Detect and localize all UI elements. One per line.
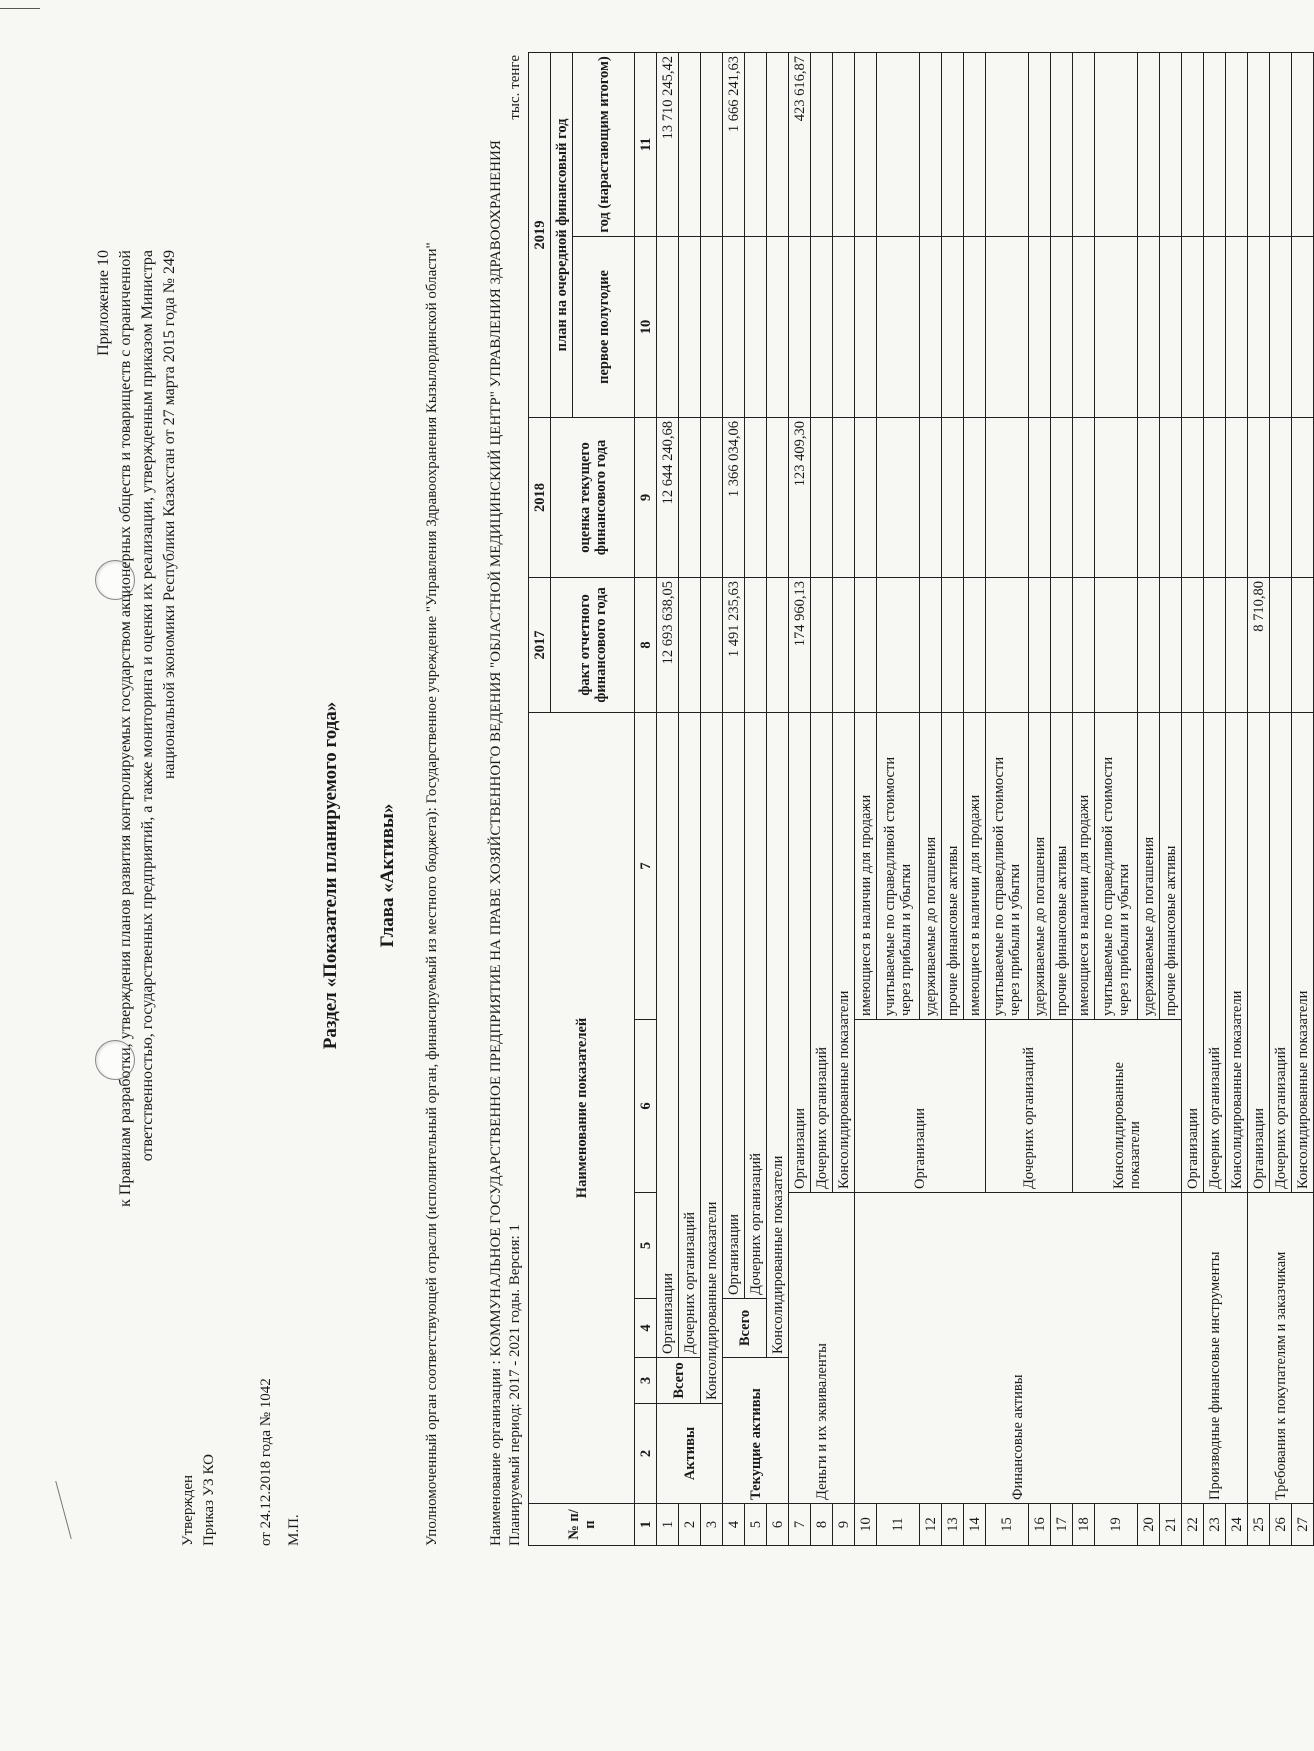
fair-value-line2: через прибыли и убытки: [1116, 863, 1132, 1016]
subsidiaries-label: Дочерних организаций: [986, 1020, 1073, 1193]
assets-label: Активы: [657, 1404, 723, 1504]
header-2019: 2019: [529, 52, 551, 417]
total-label: Всего: [657, 1358, 701, 1404]
planning-period: Планируемый период: 2017 - 2021 годы. Версия: 1: [507, 1224, 523, 1546]
cash-label: Деньги и их эквиваленты: [789, 1193, 855, 1504]
header-num: № п/п: [529, 1504, 635, 1546]
table-row: [855, 52, 877, 1545]
appendix-label: Приложение 10: [95, 250, 112, 356]
row-number: 21: [1160, 1504, 1182, 1546]
stamp-place: М.П.: [286, 1514, 302, 1546]
held-to-maturity-label: удерживаемые до погашения: [920, 712, 942, 1019]
header-name: Наименование показателей: [529, 712, 635, 1503]
section-title: Раздел «Показатели планируемого года»: [320, 701, 341, 1050]
receivables-label: Требования к покупателям и заказчикам: [1248, 1193, 1314, 1504]
row-number: 5: [745, 1504, 767, 1546]
col-num: 11: [635, 52, 657, 236]
col-num: 10: [635, 236, 657, 417]
units-label: тыс. тенге: [507, 55, 523, 120]
header-plan: план на очередной финансовый год: [551, 52, 573, 417]
fair-value-label: [877, 712, 920, 1019]
col-num: 4: [635, 1299, 657, 1358]
row-number: 14: [964, 1504, 986, 1546]
authority-text: Уполномоченный орган соответствующей отрасли (исполнительный орган, финансируемый из местного бюджета): Государственное учреждение "Управления Здравоохранения Кызылординской области": [424, 242, 440, 1546]
row-number: 11: [877, 1504, 920, 1546]
header-2017: 2017: [529, 577, 551, 712]
column-numbers-row: [635, 52, 657, 1545]
row-number: 23: [1204, 1504, 1226, 1546]
col-num: 1: [635, 1504, 657, 1546]
col-num: 5: [635, 1193, 657, 1299]
value-cell: 13 710 245,42: [657, 52, 679, 236]
order-label: Приказ УЗ КО: [201, 1454, 217, 1546]
available-for-sale-label: имеющиеся в наличии для продажи: [855, 712, 877, 1019]
consolidated-label: Консолидированные показатели: [767, 712, 789, 1357]
header-2018: 2018: [529, 417, 551, 577]
row-number: 17: [1051, 1504, 1073, 1546]
organization-name: Наименование организации : КОММУНАЛЬНОЕ ГОСУДАРСТВЕННОЕ ПРЕДПРИЯТИЕ НА ПРАВЕ ХОЗЯЙСТВЕННОГО ВЕДЕНИЯ "ОБЛАСТНОЙ МЕДИЦИНСКИЙ ЦЕНТР" УПРАВЛЕНИЯ ЗДРАВООХРАНЕНИЯ: [488, 140, 504, 1546]
fair-value-line1: учитываемые по справедливой стоимости: [1100, 756, 1116, 1016]
value-cell: 1 366 034,06: [723, 417, 745, 577]
subsidiaries-label: Дочерних организаций: [1204, 712, 1226, 1192]
value-cell: 423 616,87: [789, 52, 811, 236]
financial-assets-label: Финансовые активы: [855, 1193, 1182, 1504]
value-cell: 12 644 240,68: [657, 417, 679, 577]
order-date: от 24.12.2018 года № 1042: [258, 1378, 274, 1546]
held-to-maturity-label: удерживаемые до погашения: [1029, 712, 1051, 1019]
assets-table: [528, 52, 1314, 1546]
fair-value-line2: через прибыли и убытки: [898, 863, 914, 1016]
row-number: 18: [1073, 1504, 1095, 1546]
col-num: 3: [635, 1358, 657, 1404]
row-number: 24: [1226, 1504, 1248, 1546]
consolidated-label: Консолидированные показатели: [701, 712, 723, 1403]
table-row: [1248, 52, 1270, 1545]
consolidated-label: Консолидированные показатели: [1226, 712, 1248, 1192]
row-number: 9: [833, 1504, 855, 1546]
table-row: [723, 52, 745, 1545]
fair-value-line1: учитываемые по справедливой стоимости: [991, 756, 1007, 1016]
rule-line-3: национальной экономики Республики Казахстан от 27 марта 2015 года № 249: [161, 250, 178, 780]
table-row: [701, 52, 723, 1545]
organizations-label: Организации: [1248, 712, 1270, 1192]
value-cell: 174 960,13: [789, 577, 811, 712]
row-number: 8: [811, 1504, 833, 1546]
fair-value-line2: через прибыли и убытки: [1007, 863, 1023, 1016]
row-number: 7: [789, 1504, 811, 1546]
fair-value-label: [1095, 712, 1138, 1019]
organizations-label: Организации: [1182, 712, 1204, 1192]
col-num: 6: [635, 1020, 657, 1193]
subsidiaries-label: Дочерних организаций: [679, 712, 701, 1357]
subsidiaries-label: Дочерних организаций: [811, 712, 833, 1192]
fair-value-label: [986, 712, 1029, 1019]
organizations-label: Организации: [723, 712, 745, 1298]
rule-line-2: ответственностью, государственных предприятий, а также мониторинга и оценки их реализации, утвержденным приказом Министра: [139, 250, 156, 1162]
organizations-label: Организации: [789, 712, 811, 1192]
row-number: 10: [855, 1504, 877, 1546]
row-number: 27: [1292, 1504, 1314, 1546]
row-number: 4: [723, 1504, 745, 1546]
consolidated-label: Консолидированные показатели: [1292, 712, 1314, 1192]
row-number: 3: [701, 1504, 723, 1546]
organizations-label: Организации: [855, 1020, 986, 1193]
fair-value-line1: учитываемые по справедливой стоимости: [882, 756, 898, 1016]
header-year: год (нарастающим итогом): [573, 52, 635, 236]
held-to-maturity-label: удерживаемые до погашения: [1138, 712, 1160, 1019]
consolidated-label: Консолидированные показатели: [833, 712, 855, 1192]
table-row: [679, 52, 701, 1545]
row-number: 26: [1270, 1504, 1292, 1546]
row-number: 25: [1248, 1504, 1270, 1546]
approved-label: Утвержден: [180, 1474, 196, 1546]
other-financial-label: прочие финансовые активы: [1160, 712, 1182, 1019]
available-for-sale-label: имеющиеся в наличии для продажи: [964, 712, 986, 1019]
table-row: [767, 52, 789, 1545]
row-number: 20: [1138, 1504, 1160, 1546]
col-num: 2: [635, 1404, 657, 1504]
table-row: [657, 52, 679, 1545]
row-number: 13: [942, 1504, 964, 1546]
row-number: 1: [657, 1504, 679, 1546]
subsidiaries-label: Дочерних организаций: [745, 712, 767, 1298]
row-number: 12: [920, 1504, 942, 1546]
consolidated-label: Консолидированные показатели: [1073, 1020, 1182, 1193]
organizations-label: Организации: [657, 712, 679, 1357]
available-for-sale-label: имеющиеся в наличии для продажи: [1073, 712, 1095, 1019]
header-first-half: первое полугодие: [573, 236, 635, 417]
derivatives-label: Производные финансовые инструменты: [1182, 1193, 1248, 1504]
row-number: 22: [1182, 1504, 1204, 1546]
value-cell: 1 666 241,63: [723, 52, 745, 236]
chapter-title: Глава «Активы»: [377, 803, 398, 948]
table-row: [789, 52, 811, 1545]
row-number: 19: [1095, 1504, 1138, 1546]
total-label: Всего: [723, 1299, 767, 1358]
row-number: 6: [767, 1504, 789, 1546]
current-assets-label: Текущие активы: [723, 1358, 789, 1504]
table-row: [1182, 52, 1204, 1545]
subsidiaries-label: Дочерних организаций: [1270, 712, 1292, 1192]
value-cell: 1 491 235,63: [723, 577, 745, 712]
value-cell: 123 409,30: [789, 417, 811, 577]
col-num: 7: [635, 712, 657, 1019]
col-num: 8: [635, 577, 657, 712]
rule-line-1: к Правилам разработки, утверждения планов развития контролируемых государством акционерных обществ и товариществ с ограниченной: [117, 250, 134, 1207]
col-num: 9: [635, 417, 657, 577]
header-fact: факт отчетного финансового года: [551, 577, 635, 712]
value-cell: 8 710,80: [1248, 577, 1270, 712]
row-number: 2: [679, 1504, 701, 1546]
value-cell: 12 693 638,05: [657, 577, 679, 712]
header-estimate: оценка текущего финансового года: [551, 417, 635, 577]
other-financial-label: прочие финансовые активы: [1051, 712, 1073, 1019]
other-financial-label: прочие финансовые активы: [942, 712, 964, 1019]
row-number: 16: [1029, 1504, 1051, 1546]
row-number: 15: [986, 1504, 1029, 1546]
